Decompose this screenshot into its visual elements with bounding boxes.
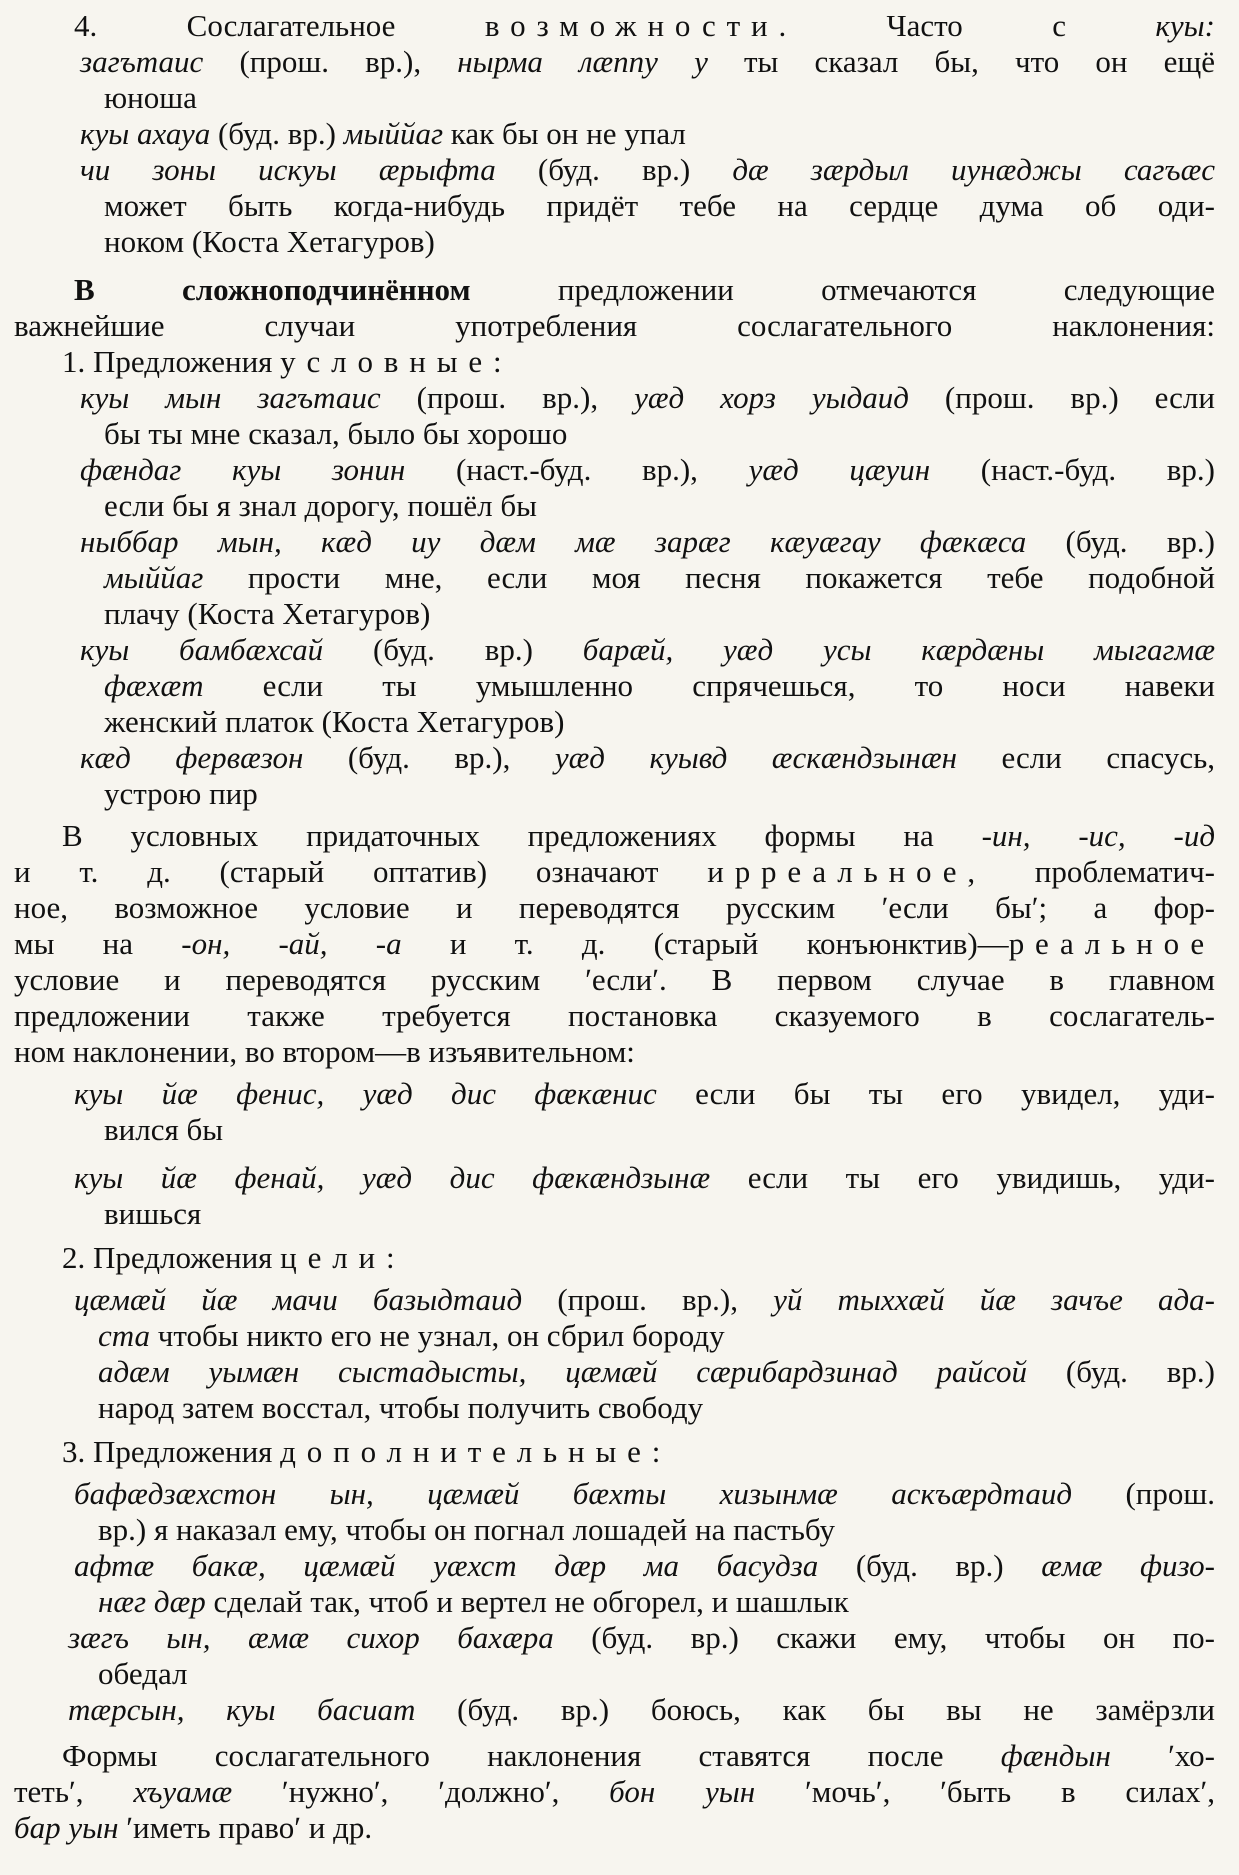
- ossetian-example: куы:: [1155, 8, 1215, 43]
- text-span: проблематич-: [985, 854, 1216, 889]
- text-line: [14, 1774, 1215, 1810]
- text-line: [14, 740, 1215, 776]
- text-line: [14, 926, 1215, 962]
- text-line: [14, 1318, 1215, 1354]
- text-span: 4. Сослагательное: [74, 8, 485, 43]
- text-line: [14, 890, 1215, 926]
- text-span: обедал: [98, 1656, 188, 1691]
- text-line: [14, 152, 1215, 188]
- ossetian-example: уæд хорз уыдаид: [634, 380, 909, 415]
- ossetian-example: нырма лæппу у: [457, 44, 708, 79]
- text-line: [14, 1112, 1215, 1148]
- text-span: устрою пир: [104, 776, 258, 811]
- text-span: если бы ты его увидел, уди-: [656, 1076, 1215, 1111]
- text-span: и т. д. (старый конъюнктив)—: [401, 926, 1009, 961]
- text-line: [14, 80, 1215, 116]
- ossetian-example: адæм уымæн сыстадысты, цæмæй сæрибардзинад райсой: [98, 1354, 1028, 1389]
- ossetian-example: бон уын: [609, 1774, 756, 1809]
- text-line: [14, 1196, 1215, 1232]
- text-span: ное, возможное условие и переводятся русским ʹесли быʹ; а фор-: [14, 890, 1215, 925]
- text-span: чтобы никто его не узнал, он сбрил бороду: [150, 1318, 725, 1353]
- text-span: народ затем восстал, чтобы получить свободу: [98, 1390, 704, 1425]
- text-line: [14, 776, 1215, 812]
- text-line: [14, 1076, 1215, 1112]
- spaced-term: возможности.: [484, 8, 798, 43]
- text-line: [14, 668, 1215, 704]
- ossetian-example: загътаис: [80, 44, 204, 79]
- text-span: (буд. вр.): [323, 632, 583, 667]
- text-span: женский платок (Коста Хетагуров): [104, 704, 565, 739]
- text-line: [14, 1810, 1215, 1846]
- text-span: сделай так, чтоб и вертел не обгорел, и шашлык: [205, 1584, 849, 1619]
- ossetian-example: цæмæй йæ мачи базыдтаид: [74, 1282, 523, 1317]
- text-span: ты сказал бы, что он ещё: [707, 44, 1216, 79]
- text-line: [14, 1160, 1215, 1196]
- text-span: (буд. вр.): [1027, 1354, 1215, 1389]
- text-line: [14, 188, 1215, 224]
- text-span: Формы сослагательного наклонения ставятся после: [62, 1738, 1001, 1773]
- text-span: если бы я знал дорогу, пошёл бы: [104, 488, 537, 523]
- text-line: [14, 560, 1215, 596]
- ossetian-example: ныббар мын, кæд иу дæм мæ зарæг кæуæгау фæкæса: [80, 524, 1027, 559]
- ossetian-example: ста: [98, 1318, 151, 1353]
- ossetian-example: уæд цæуин: [748, 452, 931, 487]
- ossetian-example: барæй, уæд усы кæрдæны мыгагмæ: [582, 632, 1215, 667]
- ossetian-example: кæд фервæзон: [80, 740, 304, 775]
- text-line: [14, 524, 1215, 560]
- text-span: тетьʹ,: [14, 1774, 134, 1809]
- text-span: (буд. вр.) боюсь, как бы вы не замёрзли: [415, 1692, 1215, 1727]
- text-line: [14, 1738, 1215, 1774]
- text-span: 1. Предложения: [62, 344, 281, 379]
- text-line: [14, 1476, 1215, 1512]
- ossetian-example: нæг дæр: [98, 1584, 206, 1619]
- text-span: как бы он не упал: [443, 116, 686, 151]
- ossetian-example: -он, -ай, -а: [181, 926, 402, 961]
- ossetian-example: фæхæт: [104, 668, 204, 703]
- ossetian-example: куы йæ фенай, уæд дис фæкæндзынæ: [74, 1160, 711, 1195]
- ossetian-example: бафæдзæхстон ын, цæмæй бæхты хизынмæ аскъæрдтаид: [74, 1476, 1073, 1511]
- text-span: Часто с: [797, 8, 1156, 43]
- text-span: (буд. вр.): [495, 152, 733, 187]
- text-line: [14, 1390, 1215, 1426]
- text-span: (наст.-буд. вр.): [930, 452, 1216, 487]
- ossetian-example: куы ахауа: [80, 116, 211, 151]
- spaced-term: дополнительные:: [280, 1434, 672, 1469]
- text-span: (буд. вр.): [210, 116, 344, 151]
- text-span: В условных придаточных предложениях формы на: [62, 818, 982, 853]
- text-line: [14, 1620, 1215, 1656]
- text-line: [14, 116, 1215, 152]
- text-span: (наст.-буд. вр.),: [405, 452, 749, 487]
- text-span: и т. д. (старый оптатив) означают: [14, 854, 708, 889]
- text-span: вр.) я наказал ему, чтобы он погнал лошадей на пастьбу: [98, 1512, 835, 1547]
- text-span: если спасусь,: [957, 740, 1215, 775]
- ossetian-example: æмæ физо-: [1041, 1548, 1215, 1583]
- text-line: [14, 1512, 1215, 1548]
- ossetian-example: хъуамæ: [133, 1774, 233, 1809]
- ossetian-example: чи зоны искуы æрыфта: [80, 152, 496, 187]
- text-line: [14, 1434, 1215, 1470]
- text-span: ʹхо-: [1110, 1738, 1215, 1773]
- text-span: ном наклонении, во втором—в изъявительном:: [14, 1034, 635, 1069]
- text-line: [14, 1034, 1215, 1070]
- text-span: если ты его увидишь, уди-: [710, 1160, 1215, 1195]
- text-line: [14, 1282, 1215, 1318]
- text-span: условие и переводятся русским ʹеслиʹ. В первом случае в главном: [14, 962, 1215, 997]
- text-span: (прош.: [1072, 1476, 1215, 1511]
- text-line: [14, 704, 1215, 740]
- text-span: важнейшие случаи употребления сослагательного наклонения:: [14, 308, 1215, 343]
- text-span: юноша: [104, 80, 197, 115]
- text-span: предложении также требуется постановка сказуемого в сослагатель-: [14, 998, 1215, 1033]
- text-line: [14, 344, 1215, 380]
- text-line: [14, 380, 1215, 416]
- text-line: [14, 452, 1215, 488]
- text-line: [14, 1240, 1215, 1276]
- text-span: вился бы: [104, 1112, 224, 1147]
- text-span: (прош. вр.),: [203, 44, 458, 79]
- text-span: плачу (Коста Хетагуров): [104, 596, 431, 631]
- text-line: [14, 1584, 1215, 1620]
- text-line: [14, 488, 1215, 524]
- text-span: предложении отмечаются следующие: [470, 272, 1215, 307]
- ossetian-example: тæрсын, куы басиат: [68, 1692, 416, 1727]
- ossetian-example: фæндын: [1000, 1738, 1111, 1773]
- text-span: (прош. вр.),: [380, 380, 635, 415]
- ossetian-example: афтæ бакæ, цæмæй уæхст дæр ма басудза: [74, 1548, 819, 1583]
- text-line: [14, 1548, 1215, 1584]
- text-line: [14, 272, 1215, 308]
- text-line: [14, 224, 1215, 260]
- text-span: (буд. вр.) скажи ему, чтобы он по-: [553, 1620, 1215, 1655]
- ossetian-example: зæгъ ын, æмæ сихор бахæра: [68, 1620, 554, 1655]
- text-line: [14, 632, 1215, 668]
- text-line: [14, 1354, 1215, 1390]
- spaced-term: условные:: [280, 344, 513, 379]
- text-span: (прош. вр.),: [522, 1282, 774, 1317]
- spaced-term: цели:: [280, 1240, 406, 1275]
- text-line: [14, 416, 1215, 452]
- text-span: (буд. вр.): [818, 1548, 1042, 1583]
- text-line: [14, 8, 1215, 44]
- text-span: вишься: [104, 1196, 202, 1231]
- ossetian-example: мыййаг: [104, 560, 204, 595]
- text-line: [14, 998, 1215, 1034]
- ossetian-example: куы мын загътаис: [80, 380, 381, 415]
- bold-term: В сложноподчинённом: [74, 272, 471, 307]
- text-span: прости мне, если моя песня покажется тебе подобной: [203, 560, 1215, 595]
- text-span: может быть когда-нибудь придёт тебе на сердце дума об оди-: [104, 188, 1215, 223]
- ossetian-example: куы йæ фенис, уæд дис фæкæнис: [74, 1076, 657, 1111]
- spaced-term: реальное: [1008, 926, 1215, 961]
- ossetian-example: мыййаг: [343, 116, 444, 151]
- text-span: (буд. вр.),: [303, 740, 555, 775]
- text-line: [14, 44, 1215, 80]
- ossetian-example: -ин, -ис, -ид: [981, 818, 1215, 853]
- text-line: [14, 1692, 1215, 1728]
- text-line: [14, 1656, 1215, 1692]
- text-line: [14, 962, 1215, 998]
- page-text: [14, 8, 1215, 1846]
- ossetian-example: уæд куывд æскæндзынæн: [554, 740, 957, 775]
- ossetian-example: бар уын: [14, 1810, 119, 1845]
- text-span: ноком (Коста Хетагуров): [104, 224, 435, 259]
- text-span: мы на: [14, 926, 182, 961]
- text-line: [14, 308, 1215, 344]
- text-span: 2. Предложения: [62, 1240, 281, 1275]
- text-span: 3. Предложения: [62, 1434, 281, 1469]
- text-span: ʹиметь правоʹ и др.: [118, 1810, 373, 1845]
- text-line: [14, 854, 1215, 890]
- text-span: ʹнужноʹ, ʹдолжноʹ,: [232, 1774, 610, 1809]
- text-span: (буд. вр.): [1026, 524, 1215, 559]
- ossetian-example: куы бамбæхсай: [80, 632, 324, 667]
- text-span: если ты умышленно спрячешься, то носи навеки: [203, 668, 1215, 703]
- ossetian-example: уй тыххæй йæ зачъе ада-: [773, 1282, 1215, 1317]
- text-span: ʹмочьʹ, ʹбыть в силахʹ,: [755, 1774, 1216, 1809]
- spaced-term: ирреальное,: [707, 854, 986, 889]
- text-line: [14, 596, 1215, 632]
- text-span: (прош. вр.) если: [908, 380, 1215, 415]
- ossetian-example: фæндаг куы зонин: [80, 452, 406, 487]
- text-span: бы ты мне сказал, было бы хорошо: [104, 416, 568, 451]
- text-line: [14, 818, 1215, 854]
- ossetian-example: дæ зæрдыл иунæджы сагъæс: [732, 152, 1216, 187]
